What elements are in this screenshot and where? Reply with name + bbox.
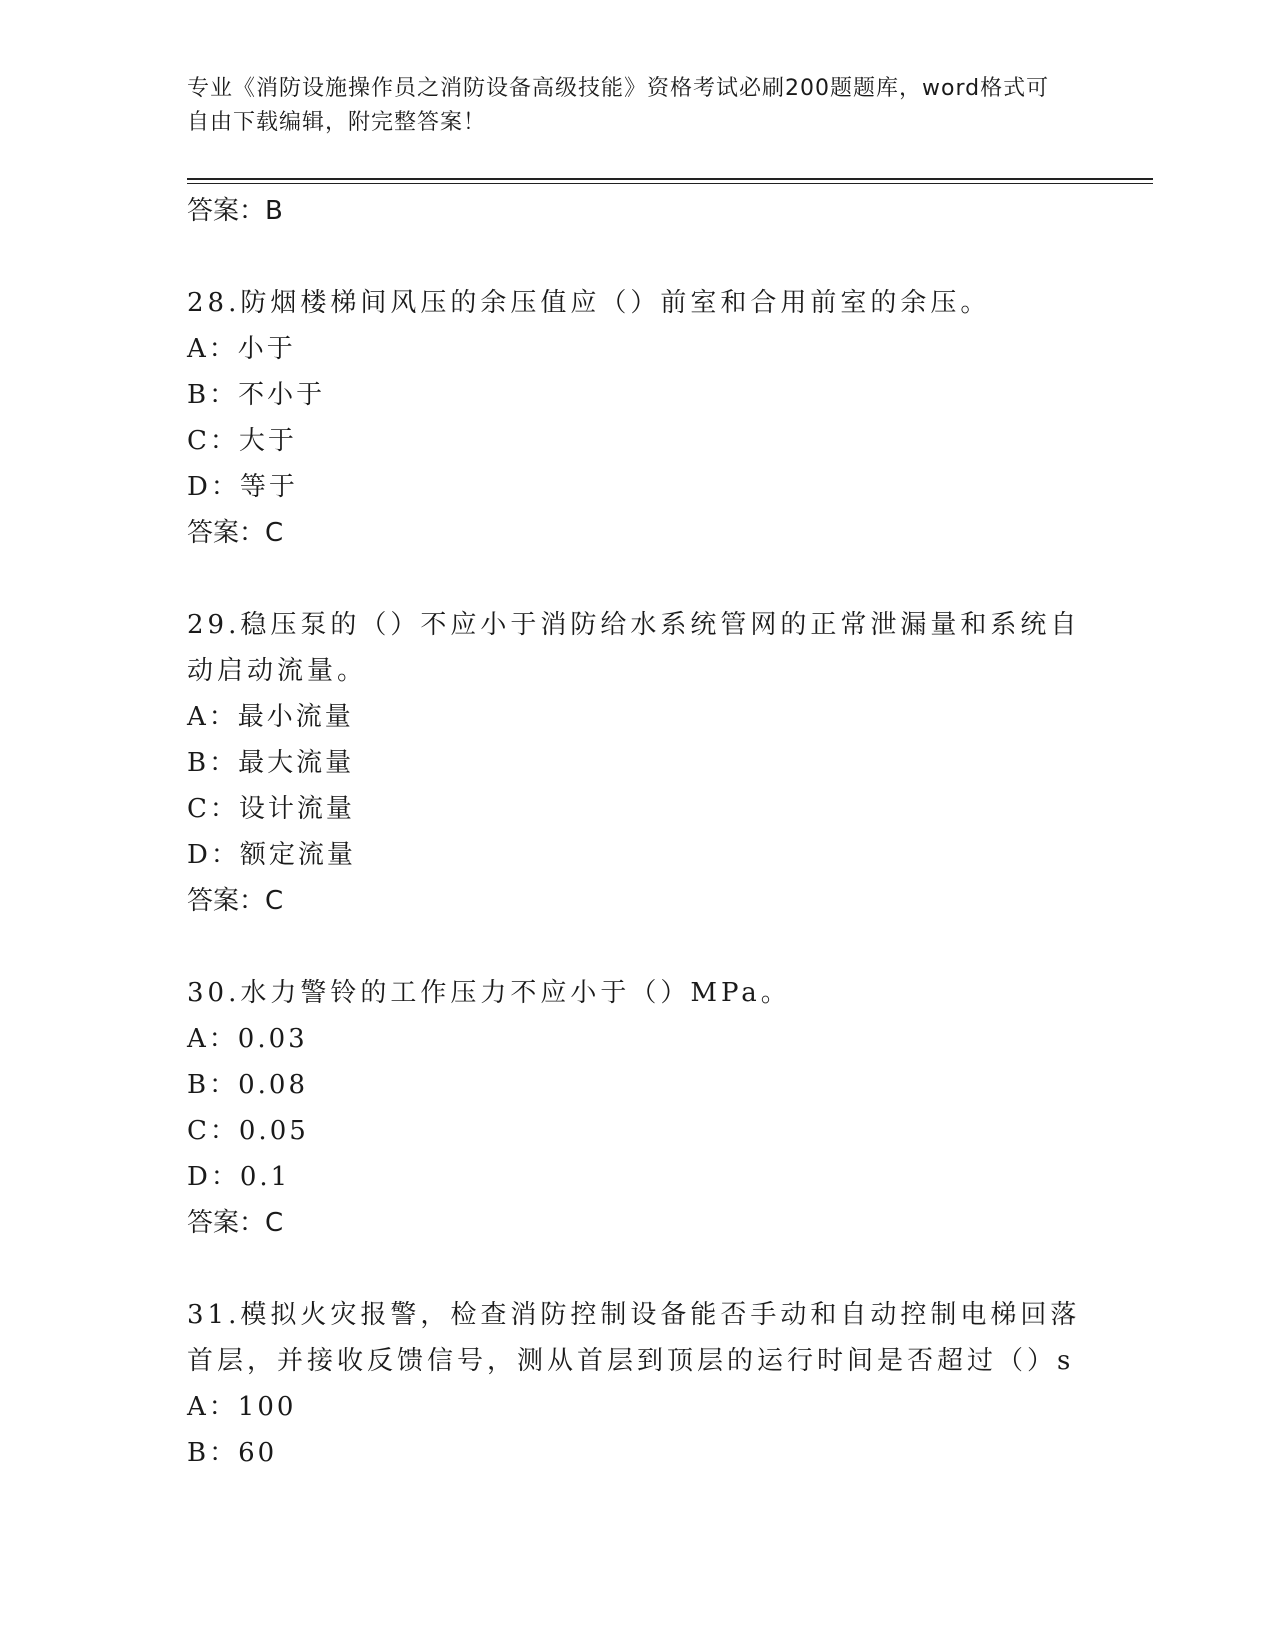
header-divider-thin — [187, 183, 1153, 184]
question-stem: 30.水力警铃的工作压力不应小于（）MPa。 — [187, 978, 791, 1008]
page-header: 专业《消防设施操作员之消防设备高级技能》资格考试必刷200题题库，word格式可自由下载编辑，附完整答案！ — [187, 76, 1050, 135]
question-stem: 31.模拟火灾报警，检查消防控制设备能否手动和自动控制电梯回落首层，并接收反馈信号，测从首层到顶层的运行时间是否超过（）s — [187, 1300, 1081, 1376]
question-answer: 答案：C — [187, 1208, 284, 1238]
option-a: A：0.03 — [187, 1024, 308, 1054]
option-a: A：100 — [187, 1392, 297, 1422]
option-c: C：0.05 — [187, 1116, 309, 1146]
option-a: A：最小流量 — [187, 702, 354, 732]
option-d: D：0.1 — [187, 1162, 291, 1192]
question-31 — [187, 1292, 1087, 1476]
question-answer: 答案：C — [187, 886, 284, 916]
option-c: C：设计流量 — [187, 794, 355, 824]
option-b: B：60 — [187, 1438, 278, 1468]
option-b: B：0.08 — [187, 1070, 308, 1100]
previous-answer: 答案：B — [187, 196, 283, 226]
document-body — [187, 188, 1087, 1476]
question-stem: 29.稳压泵的（）不应小于消防给水系统管网的正常泄漏量和系统自动启动流量。 — [187, 610, 1081, 686]
question-stem: 28.防烟楼梯间风压的余压值应（）前室和合用前室的余压。 — [187, 288, 991, 318]
option-b: B：不小于 — [187, 380, 326, 410]
option-a: A：小于 — [187, 334, 296, 364]
question-answer: 答案：C — [187, 518, 284, 548]
option-c: C：大于 — [187, 426, 297, 456]
option-d: D：额定流量 — [187, 840, 356, 870]
question-28 — [187, 280, 1087, 556]
question-29 — [187, 602, 1087, 924]
question-30 — [187, 970, 1087, 1246]
header-divider-thick — [187, 178, 1153, 180]
option-d: D：等于 — [187, 472, 298, 502]
option-b: B：最大流量 — [187, 748, 355, 778]
